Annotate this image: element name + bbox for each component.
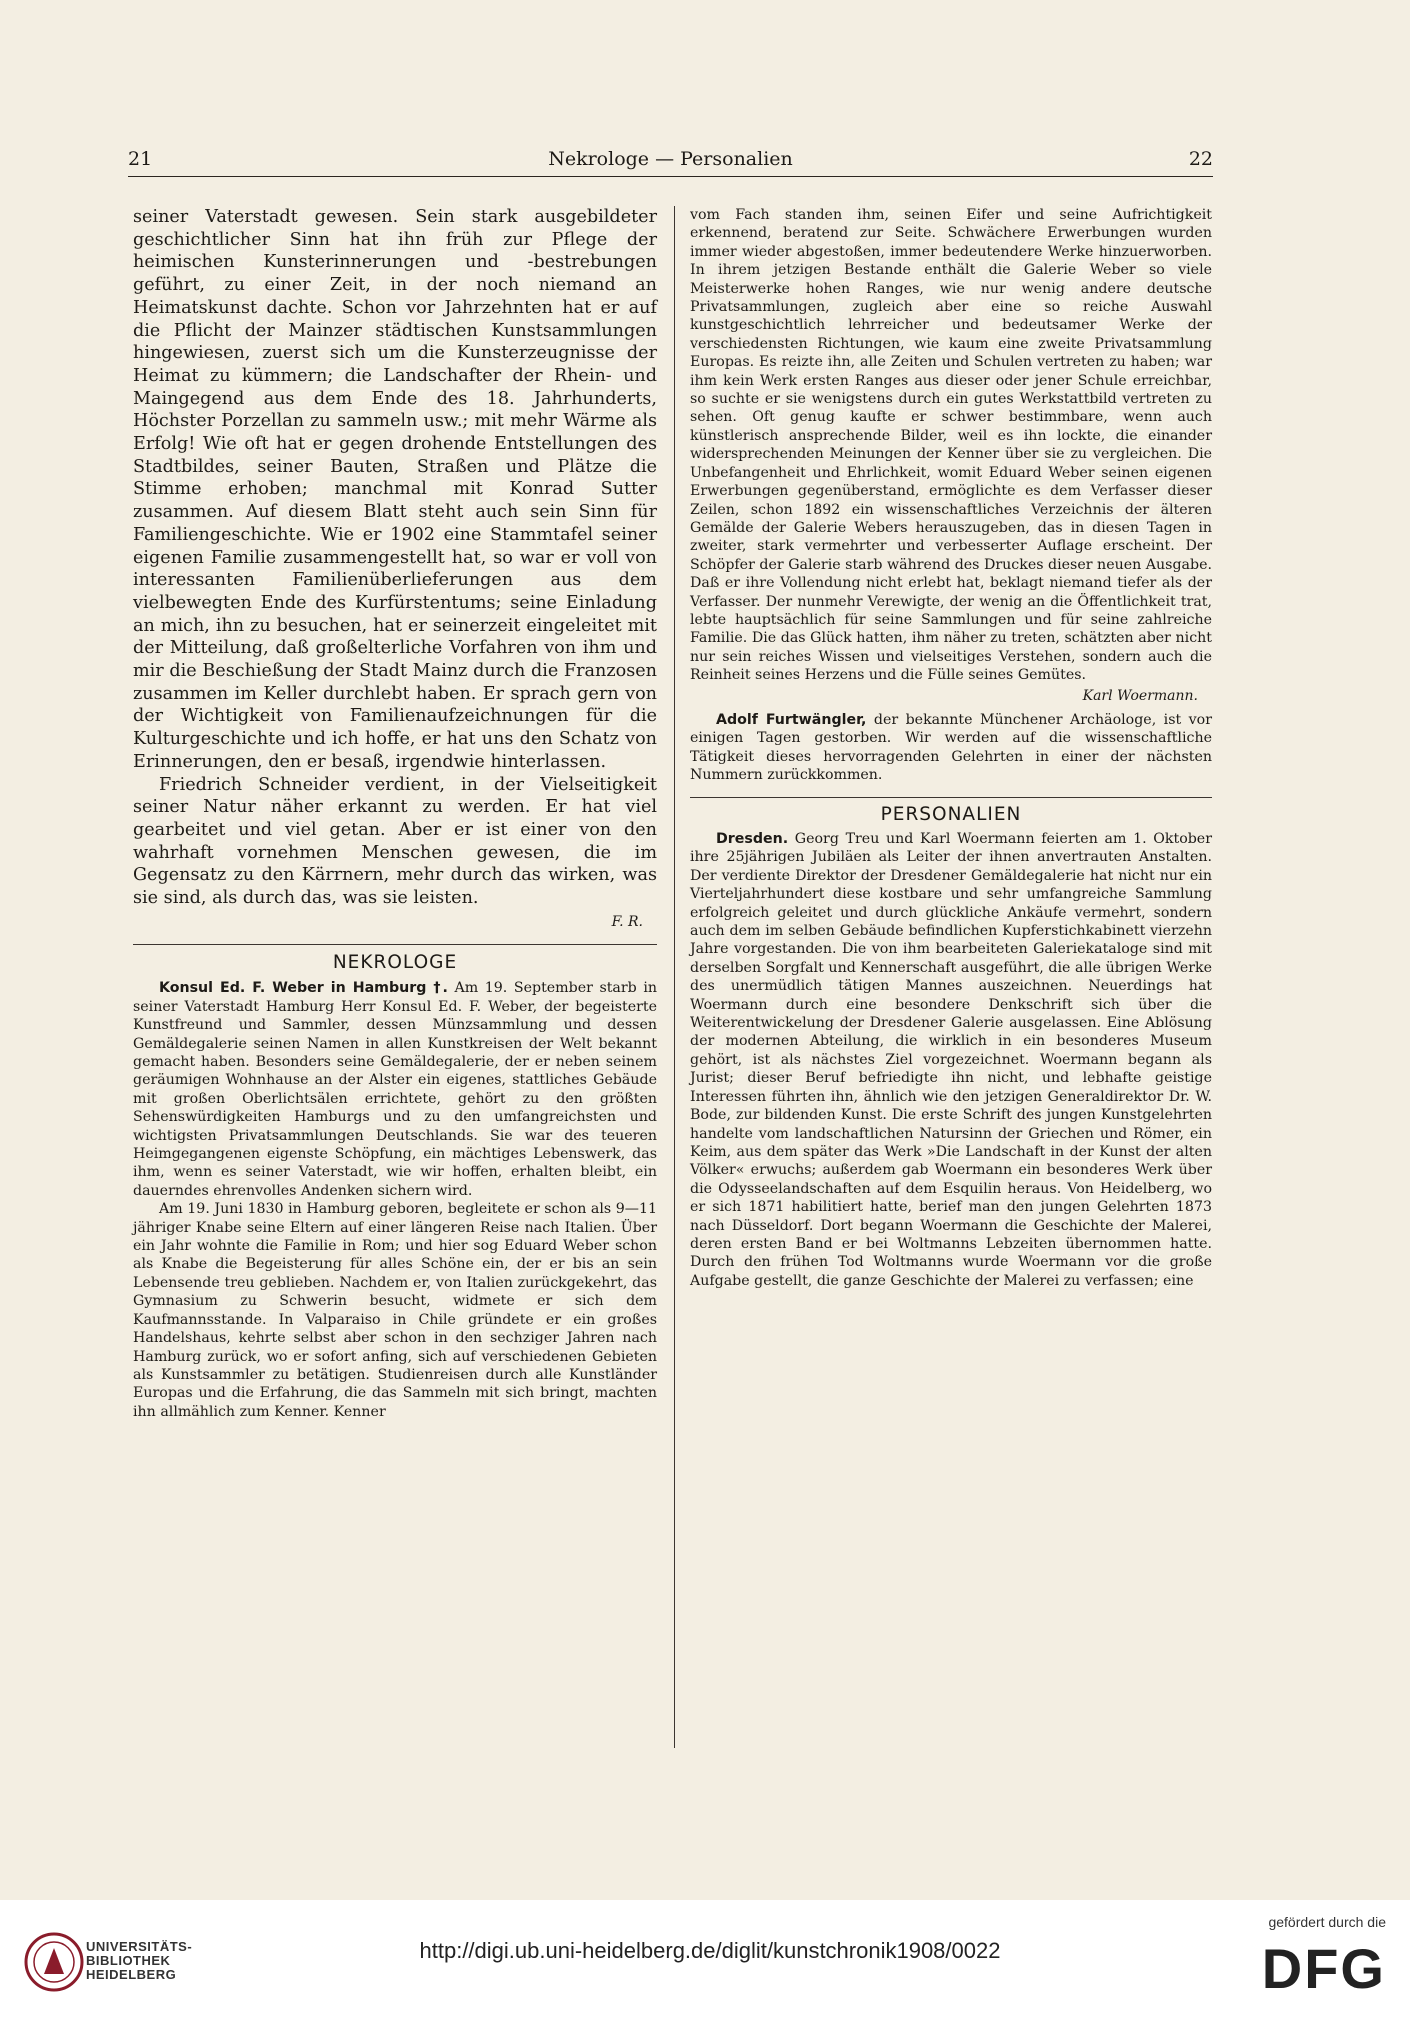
left-paragraph-1: seiner Vaterstadt gewesen. Sein stark ausgebildeter geschichtlicher Sinn hat ihn früh zur Pflege der heimischen Kunsterinnerungen und -bestrebungen geführt, zu einer Zeit, in der noch niemand an Heimatskunst dachte. Schon vor Jahrzehnten hat er auf die Pflicht der Mainzer städtischen Kunstsammlungen hingewiesen, zuerst sich um die Kunsterzeugnisse der Heimat zu kümmern; die Landschafter der Rhein- und Maingegend aus dem Ende des 18. Jahrhunderts, Höchster Porzellan zu sammeln usw.; mit mehr Wärme als Erfolg! Wie oft hat er gegen drohende Entstellungen des Stadtbildes, seiner Bauten, Straßen und Plätze die Stimme erhoben; manchmal mit Konrad Sutter zusammen. Auf diesem Blatt steht auch sein Sinn für Familiengeschichte. Wie er 1902 eine Stammtafel seiner eigenen Familie zusammengestellt hat, so war er voll von interessanten Familienüberlieferungen aus dem vielbewegten Ende des Kurfürstentums; seine Einladung an mich, ihn zu besuchen, hat er seinerzeit eingeleitet mit der Mitteilung, daß großelterliche Vorfahren von ihm und mir die Beschießung der Stadt Mainz durch die Franzosen zusammen im Keller durchlebt haben. Er sprach gern von der Wichtigkeit von Familienaufzeichnungen für die Kulturgeschichte und ich hoffe, er hat uns den Schatz von Erinnerungen, den er besaß, irgendwie hinterlassen. — [133, 207, 657, 772]
right-column — [690, 206, 1212, 1290]
library-line-2: BIBLIOTHEK — [86, 1953, 171, 1968]
library-line-3: HEIDELBERG — [86, 1967, 177, 1982]
source-url-link[interactable]: http://digi.ub.uni-heidelberg.de/diglit/kunstchronik1908/0022 — [419, 1938, 1001, 1963]
library-name — [86, 1940, 192, 1982]
right-paragraph-1: vom Fach standen ihm, seinen Eifer und seine Aufrichtigkeit erkennend, beratend zur Seite. Schwächere Erwerbungen wurden immer wieder abgestoßen, immer bedeutendere Werke hinzuerworben. In ihrem jetzigen Bestande enthält die Galerie Weber so viele Meisterwerke hohen Ranges, wie nur wenig andere deutsche Privatsammlungen, zugleich aber eine so reiche Auswahl kunstgeschichtlich lehrreicher und bedeutsamer Werke der verschiedensten Richtungen, wie kaum eine zweite Privatsammlung Europas. Es reizte ihn, alle Zeiten und Schulen vertreten zu haben; war ihm kein Werk ersten Ranges aus dieser oder jener Schule erreichbar, so suchte er sie wenigstens durch ein gutes Werkstattbild vertreten zu sehen. Oft genug kaufte er schwer bestimmbare, wenn auch künstlerisch ansprechende Bilder, weil es ihn lockte, die einander widersprechenden Meinungen der Kenner über sie zu vergleichen. Die Unbefangenheit und Ehrlichkeit, womit Eduard Weber seinen eigenen Erwerbungen gegenüberstand, ermöglichte es dem Verfasser dieser Zeilen, schon 1892 ein wissenschaftliches Verzeichnis der älteren Gemälde der Galerie Webers herauszugeben, das in diesen Tagen in zweiter, stark vermehrter und verbesserter Auflage erscheint. Der Schöpfer der Galerie starb während des Druckes dieser neuen Ausgabe. Daß er ihre Vollendung nicht erlebt hat, beklagt niemand tiefer als der Verfasser. Der nunmehr Verewigte, der wenig an die Öffentlichkeit trat, lebte hauptsächlich für seine Sammlungen und für seine zahlreiche Familie. Die das Glück hatten, ihm näher zu treten, schätzten aber nicht nur sein reiches Wissen und vielseitiges Verstehen, sondern auch die Reinheit seines Herzens und die Fülle seines Gemütes. — [690, 207, 1212, 684]
left-paragraph-2: Friedrich Schneider verdient, in der Vielseitigkeit seiner Natur näher erkannt zu werden. Er hat viel gearbeitet und viel getan. Aber er ist einer von den wahrhaft vornehmen Menschen gewesen, die im Gegensatz zu den Kärrnern, mehr durch das wirken, was sie sind, als durch das, was sie leisten. — [133, 774, 657, 909]
personalien-dresden — [690, 830, 1212, 1290]
section-divider-right — [690, 797, 1212, 798]
signature-fr: F. R. — [611, 913, 643, 930]
left-column — [133, 206, 657, 1421]
section-title-nekrologe: NEKROLOGE — [332, 952, 458, 974]
obituary-weber-continued: Am 19. Juni 1830 in Hamburg geboren, begleitete er schon als 9—11 jähriger Knabe seine Eltern auf einer längeren Reise nach Italien. Über ein Jahr wohnte die Familie in Rom; und hier sog Eduard Weber schon als Knabe die Begeisterung für alles Schöne ein, der er bis an sein Lebensende treu geblieben. Nachdem er, von Italien zurückgekehrt, das Gymnasium zu Schwerin besucht, widmete er sich dem Kaufmannsstande. In Valparaiso in Chile gründete er ein großes Handelshaus, kehrte selbst aber schon in den sechziger Jahren nach Hamburg zurück, wo er sofort anfing, sich auf verschiedenen Gebieten als Kunstsammler zu betätigen. Studienreisen durch alle Kunstländer Europas und die Erfahrung, die das Sammeln mit sich bringt, machten ihn allmählich zum Kenner. Kenner — [133, 1201, 657, 1420]
dfg-logo: DFG — [1261, 1937, 1386, 2000]
dresden-text: Georg Treu und Karl Woermann feierten am 1. Oktober ihre 25jährigen Jubiläen als Leiter der ihnen anvertrauten Anstalten. Der verdiente Direktor der Dresdener Gemäldegalerie hat nicht nur ein Vierteljahrhundert diese kostbare und sehr umfangreiche Sammlung erfolgreich geleitet und durch glückliche Ankäufe vermehrt, sondern auch dem im selben Gebäude befindlichen Kupferstichkabinett vierzehn Jahre vorgestanden. Die von ihm bearbeiteten Galeriekataloge sind mit derselben Sorgfalt und Kennerschaft ausgeführt, die alle übrigen Werke des unermüdlich tätigen Mannes auszeichnen. Neuerdings hat Woermann durch eine besondere Denkschrift sich über die Weiterentwickelung der Dresdener Galerie ausgelassen. Eine Ablösung der modernen Abteilung, die wirklich in ein besonderes Museum gehört, ist als nächstes Ziel vorgezeichnet. Woermann begann als Jurist; dieser Beruf befriedigte ihn nicht, und lebhafte geistige Interessen führten ihn, ähnlich wie den jetzigen Generaldirektor Dr. W. Bode, zur bildenden Kunst. Die erste Schrift des jungen Kunstgelehrten handelte vom landschaftlichen Natursinn der Griechen und Römer, ein Keim, aus dem später das Werk »Die Landschaft in der Kunst der alten Völker« erwuchs; außerdem gab Woermann ein besonderes Werk über die Odysseelandschaften auf dem Esquilin heraus. Von Heidelberg, wo er sich 1871 habilitiert hatte, berief man den jungen Gelehrten 1873 nach Düsseldorf. Dort begann Woermann die Geschichte der Malerei, deren ersten Band er bei Woltmanns Lebzeiten übernommen hatte. Durch den frühen Tod Woltmanns wurde Woermann vor die große Aufgabe gestellt, die ganze Geschichte der Malerei zu verfassen; eine — [690, 831, 1212, 1289]
footer-bar — [0, 1900, 1410, 2026]
dresden-lead: Dresden. — [716, 831, 789, 847]
section-title-personalien: PERSONALIEN — [880, 803, 1022, 825]
page-number-right: 22 — [1188, 148, 1213, 170]
furtwaengler-lead: Adolf Furtwängler, — [716, 711, 867, 728]
header-rule — [128, 176, 1213, 177]
obituary-lead: Konsul Ed. F. Weber in Hamburg †. — [159, 980, 448, 997]
furtwaengler-text: der bekannte Münchener Archäologe, ist vor einigen Tagen gestorben. Wir werden auf die wissenschaftliche Tätigkeit dieses hervorragenden Gelehrten in einer der nächsten Nummern zurückkommen. — [690, 711, 1212, 784]
obituary-weber — [133, 979, 657, 1200]
page-number-left: 21 — [128, 148, 153, 170]
running-header — [128, 148, 1213, 176]
library-line-1: UNIVERSITÄTS- — [86, 1939, 193, 1954]
funding-note: gefördert durch die — [1268, 1914, 1386, 1930]
column-separator — [674, 206, 675, 1748]
obituary-text: Am 19. September starb in seiner Vaterstadt Hamburg Herr Konsul Ed. F. Weber, der begeisterte Kunstfreund und Sammler, dessen Münzsammlung und dessen Gemäldegalerie seinen Namen in allen Kunstkreisen der Welt bekannt gemacht haben. Besonders seine Gemäldegalerie, der er neben seinem geräumigen Wohnhause an der Alster ein eigenes, stattliches Gebäude mit großen Oberlichtsälen errichtete, gehört zu den größten Sehenswürdigkeiten Hamburgs und zu den umfangreichsten und wichtigsten Privatsammlungen Deutschlands. Sie war des teueren Heimgegangenen eigenste Schöpfung, ein mächtiges Lebenswerk, das ihm, wenn es seiner Vaterstadt, wie wir hoffen, erhalten bleibt, ein dauerndes ehrenvolles Andenken sichern wird. — [133, 980, 657, 1199]
obituary-furtwaengler — [690, 711, 1212, 785]
section-divider — [133, 944, 657, 945]
header-title: Nekrologe — Personalien — [548, 148, 793, 170]
signature-woermann: Karl Woermann. — [1082, 687, 1198, 704]
